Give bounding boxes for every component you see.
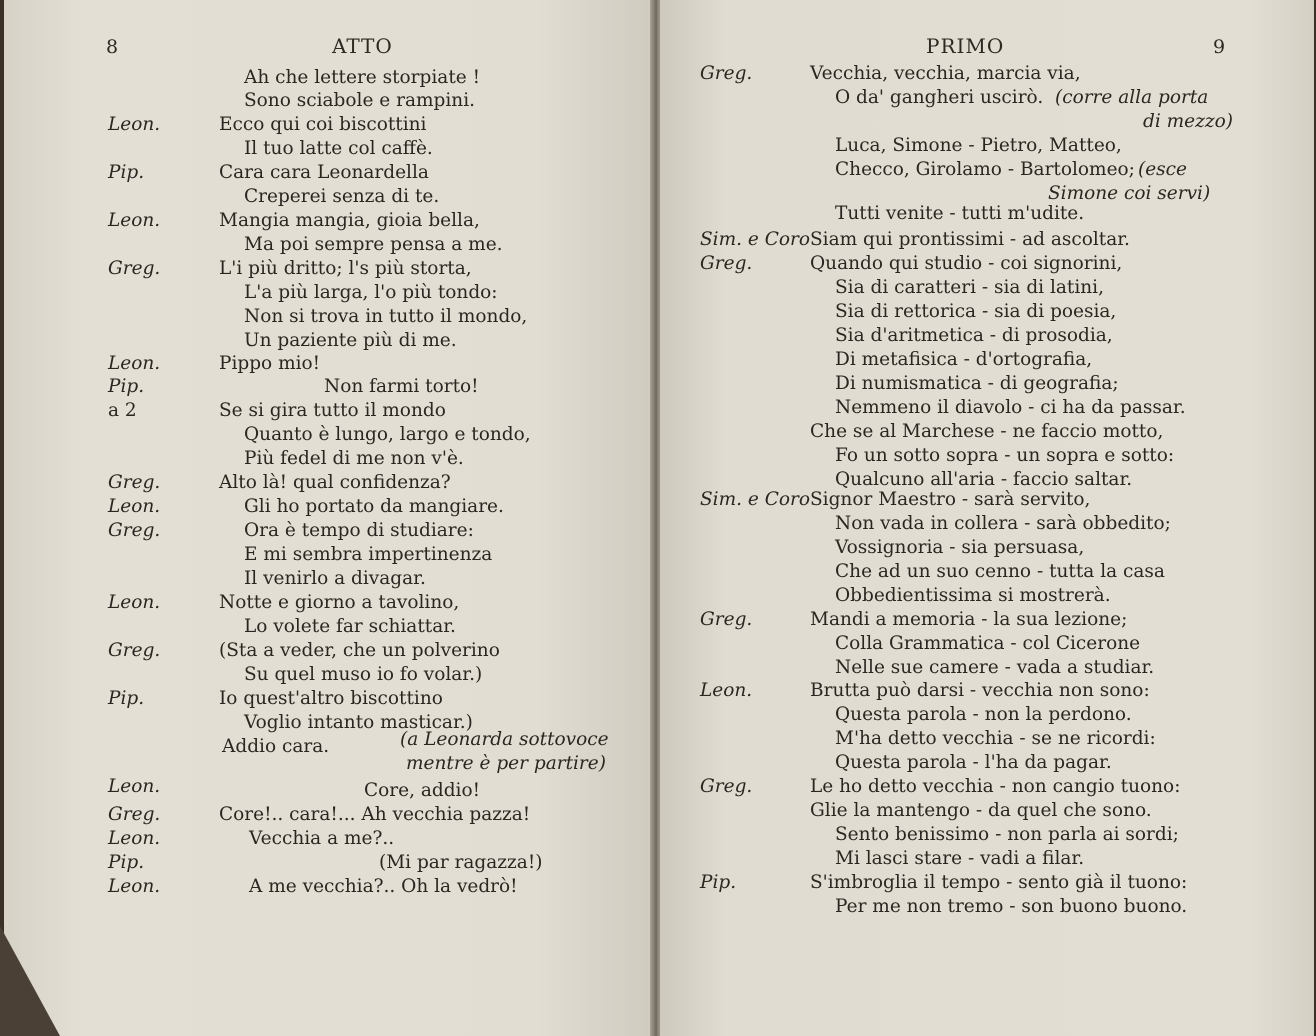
speaker-label: Pip. xyxy=(108,162,145,183)
speaker-label: Greg. xyxy=(108,520,161,541)
verse-line: Quando qui studio - coi signorini, xyxy=(810,253,1123,274)
verse-line: Nelle sue camere - vada a studiar. xyxy=(835,657,1155,678)
verse-line: Obbedientissima si mostrerà. xyxy=(835,585,1111,606)
verse-line: Più fedel di me non v'è. xyxy=(244,448,464,469)
verse-line: Siam qui prontissimi - ad ascoltar. xyxy=(810,229,1130,250)
verse-line: Luca, Simone - Pietro, Matteo, xyxy=(835,135,1122,156)
verse-line: Se si gira tutto il mondo xyxy=(219,400,446,421)
verse-line: Signor Maestro - sarà servito, xyxy=(810,489,1091,510)
verse-line: Core, addio! xyxy=(364,780,481,801)
verse-line: O da' gangheri uscirò. xyxy=(835,87,1044,108)
verse-line: Checco, Girolamo - Bartolomeo; xyxy=(835,159,1135,180)
verse-line: Su quel muso io fo volar.) xyxy=(244,664,483,685)
verse-line: L'a più larga, l'o più tondo: xyxy=(244,282,498,303)
verse-line: Creperei senza di te. xyxy=(244,186,440,207)
speaker-label: Sim. e Coro xyxy=(700,489,810,510)
running-header: ATTO xyxy=(332,34,393,58)
verse-line: Addio cara. xyxy=(222,736,330,757)
verse-line: Il tuo latte col caffè. xyxy=(244,138,433,159)
verse-line: Gli ho portato da mangiare. xyxy=(244,496,504,517)
verse-line: Ora è tempo di studiare: xyxy=(244,520,474,541)
speaker-label: Greg. xyxy=(700,63,753,84)
speaker-label: Greg. xyxy=(108,804,161,825)
speaker-label: Greg. xyxy=(108,258,161,279)
verse-line: Notte e giorno a tavolino, xyxy=(219,592,460,613)
verse-line: Che se al Marchese - ne faccio motto, xyxy=(810,421,1164,442)
verse-line: Glie la mantengo - da quel che sono. xyxy=(810,800,1152,821)
verse-line: M'ha detto vecchia - se ne ricordi: xyxy=(835,728,1156,749)
speaker-label: Leon. xyxy=(108,210,161,231)
verse-line: Mangia mangia, gioia bella, xyxy=(219,210,480,231)
speaker-label: Sim. e Coro xyxy=(700,229,810,250)
left-page xyxy=(4,0,654,1036)
verse-line: Voglio intanto masticar.) xyxy=(244,712,473,733)
verse-line: Sia di rettorica - sia di poesia, xyxy=(835,301,1117,322)
stage-direction: (a Leonarda sottovoce xyxy=(400,729,609,750)
stage-direction: (esce xyxy=(1138,159,1187,180)
verse-line: A me vecchia?.. Oh la vedrò! xyxy=(249,876,518,897)
verse-line: Ma poi sempre pensa a me. xyxy=(244,234,503,255)
verse-line: Sia d'aritmetica - di prosodia, xyxy=(835,325,1113,346)
verse-line: Sento benissimo - non parla ai sordi; xyxy=(835,824,1179,845)
verse-line: Qualcuno all'aria - faccio saltar. xyxy=(835,469,1133,490)
verse-line: Quanto è lungo, largo e tondo, xyxy=(244,424,531,445)
verse-line: Fo un sotto sopra - un sopra e sotto: xyxy=(835,445,1175,466)
verse-line: S'imbroglia il tempo - sento già il tuono: xyxy=(810,872,1188,893)
verse-line: Io quest'altro biscottino xyxy=(219,688,443,709)
verse-line: Core!.. cara!... Ah vecchia pazza! xyxy=(219,804,531,825)
stage-direction: di mezzo) xyxy=(1143,111,1233,132)
page-number: 8 xyxy=(106,36,119,58)
verse-line: Il venirlo a divagar. xyxy=(244,568,426,589)
speaker-label: Leon. xyxy=(700,680,753,701)
verse-line: Un paziente più di me. xyxy=(244,330,457,351)
speaker-label: Greg. xyxy=(700,776,753,797)
verse-line: (Sta a veder, che un polverino xyxy=(219,640,500,661)
verse-line: Che ad un suo cenno - tutta la casa xyxy=(835,561,1165,582)
verse-line: Sia di caratteri - sia di latini, xyxy=(835,277,1104,298)
speaker-label: Pip. xyxy=(108,376,145,397)
page-corner-fold xyxy=(0,926,60,1036)
speaker-label: Pip. xyxy=(108,852,145,873)
verse-line: Per me non tremo - son buono buono. xyxy=(835,896,1188,917)
speaker-label: Greg. xyxy=(700,253,753,274)
verse-line: Lo volete far schiattar. xyxy=(244,616,456,637)
speaker-label: Greg. xyxy=(108,472,161,493)
verse-line: Questa parola - non la perdono. xyxy=(835,704,1132,725)
stage-direction: (corre alla porta xyxy=(1055,87,1209,108)
verse-line: Sono sciabole e rampini. xyxy=(244,90,475,111)
verse-line: Colla Grammatica - col Cicerone xyxy=(835,633,1141,654)
verse-line: Cara cara Leonardella xyxy=(219,162,429,183)
verse-line: E mi sembra impertinenza xyxy=(244,544,493,565)
right-page xyxy=(660,0,1314,1036)
verse-line: Di metafisica - d'ortografia, xyxy=(835,349,1093,370)
verse-line: Non si trova in tutto il mondo, xyxy=(244,306,528,327)
verse-line: Brutta può darsi - vecchia non sono: xyxy=(810,680,1150,701)
verse-line: (Mi par ragazza!) xyxy=(379,852,543,873)
speaker-label: Pip. xyxy=(108,688,145,709)
stage-direction: Simone coi servi) xyxy=(1048,183,1211,204)
verse-line: Vossignoria - sia persuasa, xyxy=(835,537,1085,558)
speaker-label: Pip. xyxy=(700,872,737,893)
verse-line: Alto là! qual confidenza? xyxy=(219,472,451,493)
speaker-label: a 2 xyxy=(108,400,137,421)
verse-line: Tutti venite - tutti m'udite. xyxy=(835,203,1085,224)
verse-line: Vecchia a me?.. xyxy=(249,828,395,849)
speaker-label: Leon. xyxy=(108,114,161,135)
verse-line: Mandi a memoria - la sua lezione; xyxy=(810,609,1128,630)
verse-line: Vecchia, vecchia, marcia via, xyxy=(810,63,1081,84)
page-number: 9 xyxy=(1213,36,1226,58)
verse-line: Questa parola - l'ha da pagar. xyxy=(835,752,1112,773)
verse-line: Mi lasci stare - vadi a filar. xyxy=(835,848,1085,869)
speaker-label: Greg. xyxy=(108,640,161,661)
verse-line: Nemmeno il diavolo - ci ha da passar. xyxy=(835,397,1186,418)
speaker-label: Leon. xyxy=(108,876,161,897)
speaker-label: Leon. xyxy=(108,776,161,797)
speaker-label: Leon. xyxy=(108,592,161,613)
speaker-label: Leon. xyxy=(108,353,161,374)
verse-line: L'i più dritto; l's più storta, xyxy=(219,258,472,279)
verse-line: Pippo mio! xyxy=(219,353,321,374)
verse-line: Ecco qui coi biscottini xyxy=(219,114,427,135)
verse-line: Non farmi torto! xyxy=(324,376,479,397)
speaker-label: Greg. xyxy=(700,609,753,630)
verse-line: Non vada in collera - sarà obbedito; xyxy=(835,513,1171,534)
verse-line: Ah che lettere storpiate ! xyxy=(244,67,481,88)
speaker-label: Leon. xyxy=(108,496,161,517)
running-header: PRIMO xyxy=(926,34,1005,58)
verse-line: Le ho detto vecchia - non cangio tuono: xyxy=(810,776,1181,797)
verse-line: Di numismatica - di geografia; xyxy=(835,373,1119,394)
speaker-label: Leon. xyxy=(108,828,161,849)
stage-direction: mentre è per partire) xyxy=(406,753,606,774)
